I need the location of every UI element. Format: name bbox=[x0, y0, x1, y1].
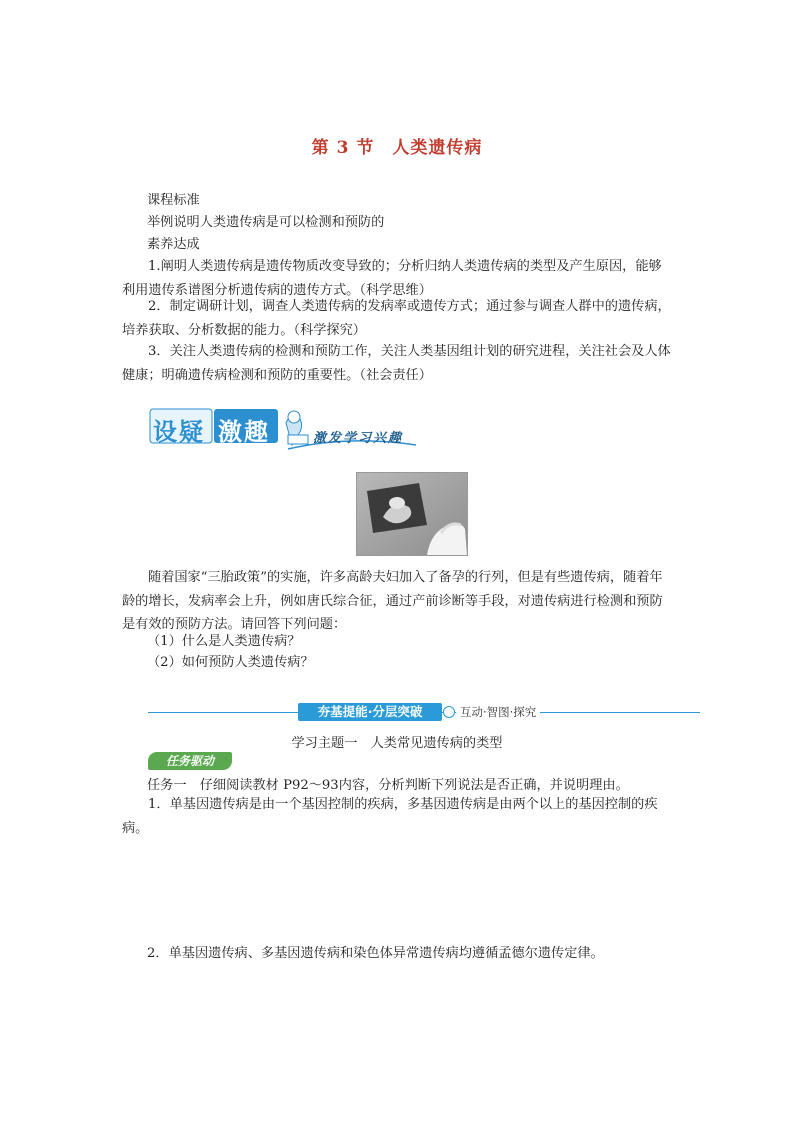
task-item-2: 2．单基因遗传病、多基因遗传病和染色体异常遗传病均遵循孟德尔遗传定律。 bbox=[147, 946, 604, 961]
banner-word-2: 激趣 bbox=[218, 418, 270, 446]
banner-subtitle: 激发学习兴趣 bbox=[313, 431, 404, 446]
literacy-item-2: 2．制定调研计划，调查人类遗传病的发病率或遗传方式；通过参与调查人群中的遗传病，培养获取、分析数据的能力。（科学探究） bbox=[122, 299, 671, 338]
ultrasound-image bbox=[357, 473, 467, 555]
course-standard-text: 举例说明人类遗传病是可以检测和预防的 bbox=[147, 215, 385, 230]
task-badge: 任务驱动 bbox=[148, 752, 232, 770]
section-label: 夯基提能·分层突破 bbox=[298, 703, 442, 721]
question-2: （2）如何预防人类遗传病？ bbox=[147, 655, 314, 670]
task-item-1: 1．单基因遗传病是由一个基因控制的疾病，多基因遗传病是由两个以上的基因控制的疾病。 bbox=[122, 797, 658, 836]
ultrasound-photo bbox=[356, 472, 468, 556]
course-standard-label: 课程标准 bbox=[147, 193, 200, 208]
page-title: 第 3 节 人类遗传病 bbox=[311, 138, 483, 158]
literacy-item-3: 3．关注人类遗传病的检测和预防工作，关注人类基因组计划的研究进程，关注社会及人体健康；明确遗传病检测和预防的重要性。（社会责任） bbox=[122, 344, 671, 383]
section-dot-icon bbox=[443, 706, 455, 718]
task-1: 任务一 仔细阅读教材 P92～93内容，分析判断下列说法是否正确，并说明理由。 bbox=[147, 778, 629, 793]
intro-paragraph: 随着国家“三胎政策”的实施，许多高龄夫妇加入了备孕的行列，但是有些遗传病，随着年龄的增长，发病率会上升，例如唐氏综合征，通过产前诊断等手段，对遗传病进行检测和预防是有效的预防方法。请回答下列问题： bbox=[122, 570, 663, 632]
literacy-label: 素养达成 bbox=[147, 237, 200, 252]
question-1: （1）什么是人类遗传病？ bbox=[147, 634, 301, 649]
inquiry-banner bbox=[148, 405, 418, 451]
topic-title: 学习主题一 人类常见遗传病的类型 bbox=[291, 736, 503, 751]
section-tags: 互动·智图·探究 bbox=[456, 703, 540, 721]
literacy-item-1: 1.阐明人类遗传病是遗传物质改变导致的；分析归纳人类遗传病的类型及产生原因，能够利用遗传系谱图分析遗传病的遗传方式。（科学思维） bbox=[122, 259, 662, 298]
banner-word-1: 设疑 bbox=[153, 418, 205, 446]
